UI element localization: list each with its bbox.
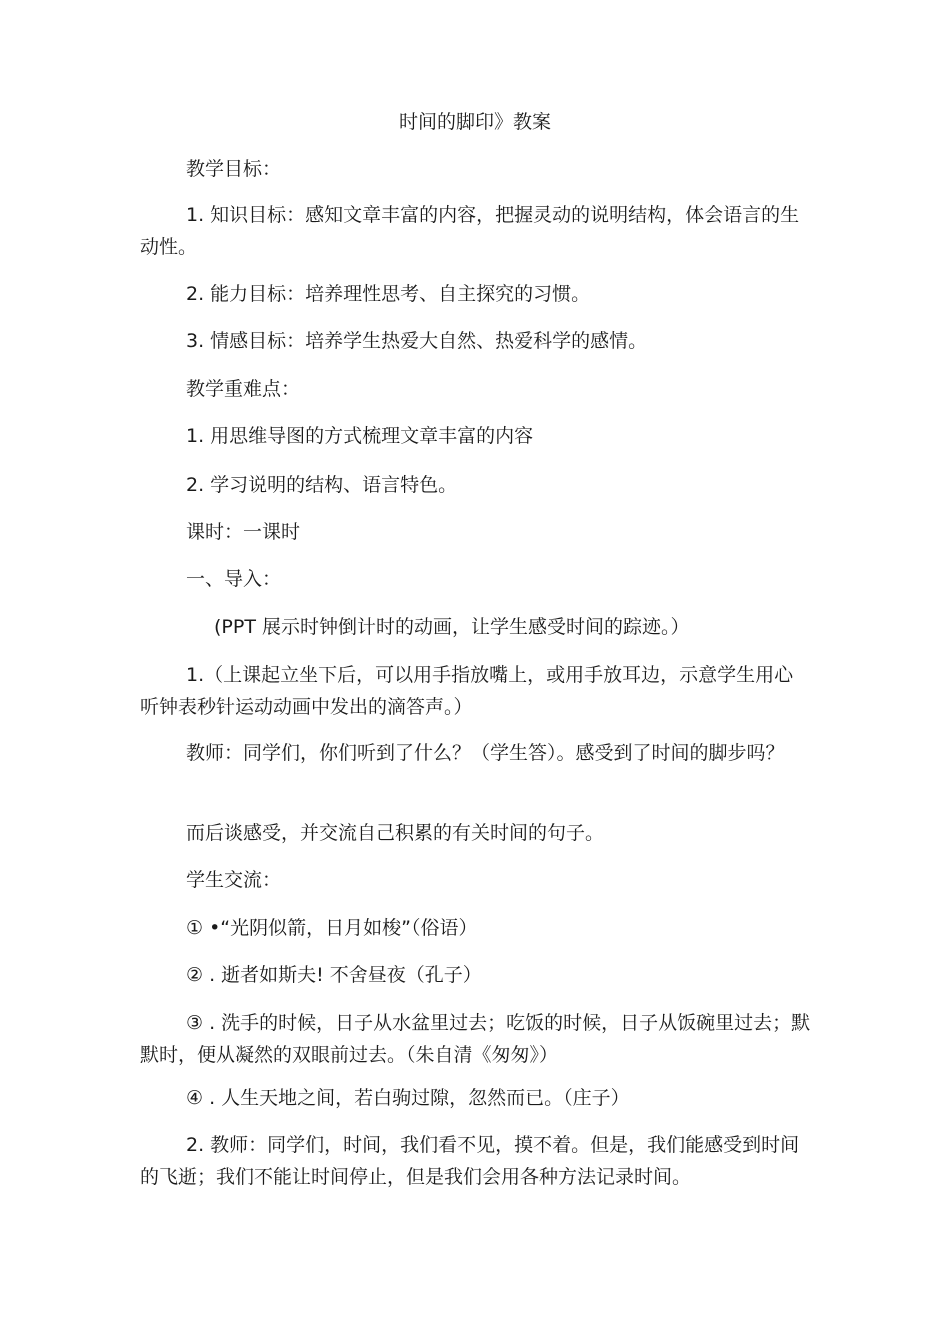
quote-3: ③ . 洗手的时候，日子从水盆里过去；吃饭的时候，日子从饭碗里过去；默默时，便从凝然的双眼前过去。（朱自清《匆匆》） bbox=[140, 1012, 811, 1066]
goal-knowledge: 1. 知识目标：感知文章丰富的内容，把握灵动的说明结构，体会语言的生动性。 bbox=[140, 204, 800, 258]
heading-student-exchange: 学生交流： bbox=[186, 869, 282, 891]
document-title: 时间的脚印》教案 bbox=[398, 111, 551, 133]
quote-4: ④ . 人生天地之间，若白驹过隙，忽然而已。（庄子） bbox=[186, 1087, 630, 1109]
step-1: 1.（上课起立坐下后，可以用手指放嘴上，或用手放耳边，示意学生用心听钟表秒针运动动画中发出的滴答声。） bbox=[140, 664, 794, 718]
ppt-note: (PPT 展示时钟倒计时的动画，让学生感受时间的踪迹。） bbox=[214, 616, 690, 638]
teacher-question: 教师：同学们，你们听到了什么？（学生答）。感受到了时间的脚步吗？ bbox=[186, 742, 785, 764]
quote-2: ② . 逝者如斯夫! 不舍昼夜（孔子） bbox=[186, 964, 482, 986]
heading-key-points: 教学重难点： bbox=[186, 378, 301, 400]
class-hours: 课时：一课时 bbox=[186, 521, 301, 543]
goal-emotion: 3. 情感目标：培养学生热爱大自然、热爱科学的感情。 bbox=[186, 330, 648, 352]
quote-1: ① •“光阴似箭，日月如梭”（俗语） bbox=[186, 917, 478, 939]
step-2: 2. 教师：同学们，时间，我们看不见，摸不着。但是，我们能感受到时间的飞逝；我们不能让时间停止，但是我们会用各种方法记录时间。 bbox=[140, 1134, 800, 1188]
key-point-1: 1. 用思维导图的方式梳理文章丰富的内容 bbox=[186, 425, 534, 447]
heading-introduction: 一、导入： bbox=[186, 568, 282, 590]
goal-ability: 2. 能力目标：培养理性思考、自主探究的习惯。 bbox=[186, 283, 591, 305]
key-point-2: 2. 学习说明的结构、语言特色。 bbox=[186, 474, 458, 496]
share-feelings: 而后谈感受，并交流自己积累的有关时间的句子。 bbox=[186, 822, 605, 844]
heading-teaching-goals: 教学目标： bbox=[186, 158, 282, 180]
